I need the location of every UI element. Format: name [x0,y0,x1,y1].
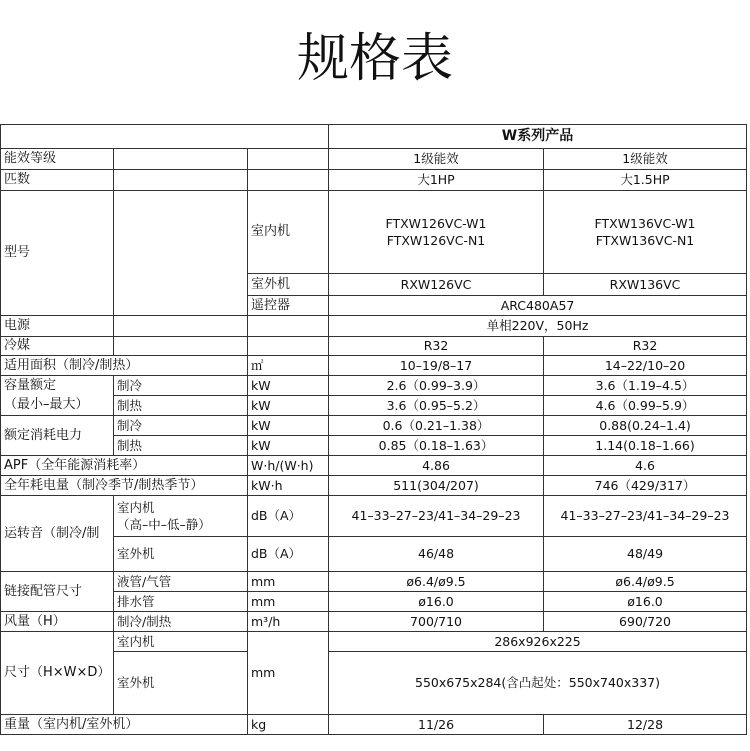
noise-label: 运转音（制冷/制 [1,496,114,572]
weight-unit: kg [248,715,329,735]
table-row [1,376,747,396]
size-outdoor-label: 室外机 [114,652,248,715]
pipe-drain-m2: ø16.0 [544,592,747,612]
apf-label: APF（全年能源消耗率） [1,456,248,476]
capacity-heat-m2: 4.6（0.99–5.9） [544,396,747,416]
airflow-sub: 制冷/制热 [114,612,248,632]
page-title: 规格表 [296,29,453,89]
noise-indoor-label: 室内机 （高–中–低–静） [114,496,248,537]
capacity-cool-m2: 3.6（1.19–4.5） [544,376,747,396]
hp-m2: 大1.5HP [544,170,747,191]
capacity-cool-m1: 2.6（0.99–3.9） [329,376,544,396]
refrigerant-label: 冷媒 [1,337,114,356]
size-label: 尺寸（H×W×D） [1,632,114,715]
pipe-drain-label: 排水管 [114,592,248,612]
noise-indoor-m1: 41–33–27–23/41–34–29–23 [329,496,544,537]
pipe-drain-unit: mm [248,592,329,612]
model-remote-label: 遥控器 [248,296,329,316]
weight-label: 重量（室内机/室外机） [1,715,248,735]
pipe-liquid-label: 液管/气管 [114,572,248,592]
table-row [1,191,747,274]
capacity-heat-label: 制热 [114,396,248,416]
size-unit: mm [248,632,329,715]
model-indoor-label: 室内机 [248,191,329,274]
rated-power-label: 额定消耗电力 [1,416,114,456]
weight-m2: 12/28 [544,715,747,735]
noise-outdoor-unit: dB（A） [248,537,329,572]
noise-outdoor-m2: 48/49 [544,537,747,572]
capacity-cool-unit: kW [248,376,329,396]
model-label: 型号 [1,191,114,316]
model-outdoor-label: 室外机 [248,274,329,296]
airflow-unit: m³/h [248,612,329,632]
area-unit: ㎡ [248,356,329,376]
table-row [1,416,747,436]
airflow-m1: 700/710 [329,612,544,632]
annual-m2: 746（429/317） [544,476,747,496]
table-row [1,632,747,652]
table-row [1,572,747,592]
airflow-m2: 690/720 [544,612,747,632]
table-row [1,496,747,537]
model-outdoor-m1: RXW126VC [329,274,544,296]
hp-m1: 大1HP [329,170,544,191]
rated-power-cool-m2: 0.88(0.24–1.4) [544,416,747,436]
noise-indoor-unit: dB（A） [248,496,329,537]
size-outdoor-value: 550x675x284(含凸起处：550x740x337) [329,652,747,715]
refrigerant-m1: R32 [329,337,544,356]
area-m1: 10–19/8–17 [329,356,544,376]
table-row [1,316,747,337]
pipe-label: 链接配管尺寸 [1,572,114,612]
area-label: 适用面积（制冷/制热） [1,356,248,376]
apf-m1: 4.86 [329,456,544,476]
capacity-cool-label: 制冷 [114,376,248,396]
rated-power-heat-unit: kW [248,436,329,456]
table-row [1,612,747,632]
header-blank-cell [1,125,329,149]
table-row [1,125,747,149]
rated-power-heat-m1: 0.85（0.18–1.63） [329,436,544,456]
model-indoor-m2: FTXW136VC-W1 FTXW136VC-N1 [544,191,747,274]
refrigerant-m2: R32 [544,337,747,356]
pipe-liquid-unit: mm [248,572,329,592]
table-row [1,337,747,356]
table-row [1,356,747,376]
noise-outdoor-m1: 46/48 [329,537,544,572]
power-label: 电源 [1,316,114,337]
power-value: 单相220V，50Hz [329,316,747,337]
pipe-liquid-m1: ø6.4/ø9.5 [329,572,544,592]
rated-power-cool-m1: 0.6（0.21–1.38） [329,416,544,436]
rated-power-cool-unit: kW [248,416,329,436]
capacity-heat-unit: kW [248,396,329,416]
efficiency-label: 能效等级 [1,149,114,170]
model-outdoor-m2: RXW136VC [544,274,747,296]
capacity-label: 容量额定 （最小–最大） [1,376,114,416]
apf-m2: 4.6 [544,456,747,476]
efficiency-m2: 1级能效 [544,149,747,170]
rated-power-heat-m2: 1.14(0.18–1.66) [544,436,747,456]
noise-indoor-m2: 41–33–27–23/41–34–29–23 [544,496,747,537]
size-indoor-label: 室内机 [114,632,248,652]
model-remote-value: ARC480A57 [329,296,747,316]
rated-power-cool-label: 制冷 [114,416,248,436]
table-row [1,476,747,496]
noise-outdoor-label: 室外机 [114,537,248,572]
area-m2: 14–22/10–20 [544,356,747,376]
pipe-drain-m1: ø16.0 [329,592,544,612]
efficiency-m1: 1级能效 [329,149,544,170]
pipe-liquid-m2: ø6.4/ø9.5 [544,572,747,592]
model-indoor-m1: FTXW126VC-W1 FTXW126VC-N1 [329,191,544,274]
table-row [1,715,747,735]
rated-power-heat-label: 制热 [114,436,248,456]
apf-unit: W·h/(W·h) [248,456,329,476]
capacity-heat-m1: 3.6（0.95–5.2） [329,396,544,416]
table-row [1,149,747,170]
annual-unit: kW·h [248,476,329,496]
table-row [1,170,747,191]
airflow-label: 风量（H） [1,612,114,632]
size-indoor-value: 286x926x225 [329,632,747,652]
hp-label: 匹数 [1,170,114,191]
table-row [1,456,747,476]
annual-label: 全年耗电量（制冷季节/制热季节） [1,476,248,496]
series-header: W系列产品 [329,125,747,149]
weight-m1: 11/26 [329,715,544,735]
annual-m1: 511(304/207) [329,476,544,496]
spec-table [0,124,747,735]
